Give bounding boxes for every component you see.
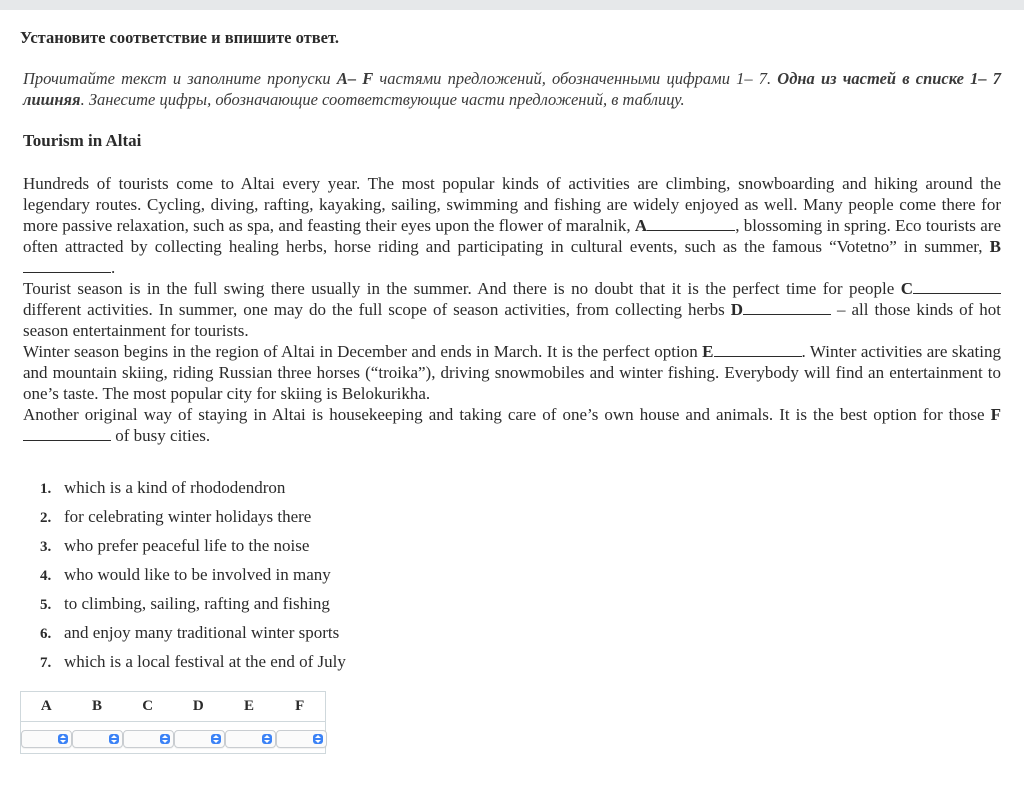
option-item: 2. for celebrating winter holidays there bbox=[40, 507, 312, 526]
top-bar bbox=[0, 0, 1024, 10]
paragraph-4: Another original way of staying in Altai is housekeeping and taking care of one’s own house and animals. It is the best option for those F of busy cities. bbox=[23, 405, 1001, 445]
answer-select-a[interactable] bbox=[21, 730, 72, 748]
select-stepper-icon bbox=[211, 734, 221, 744]
gap-label-d: D bbox=[730, 300, 744, 319]
gap-blank-d bbox=[743, 300, 831, 315]
select-stepper-icon bbox=[313, 734, 323, 744]
gap-label-c: C bbox=[900, 279, 913, 298]
column-header-f: F bbox=[295, 698, 305, 714]
column-header-b: B bbox=[92, 698, 103, 714]
answer-select-f[interactable] bbox=[276, 730, 327, 748]
gap-blank-c bbox=[913, 279, 1001, 294]
text-title: Tourism in Altai bbox=[23, 131, 142, 150]
instruction-heading: Установите соответствие и впишите ответ. bbox=[20, 28, 339, 47]
gap-blank-a bbox=[647, 216, 735, 231]
select-stepper-icon bbox=[262, 734, 272, 744]
column-header-e: E bbox=[244, 698, 255, 714]
answer-select-c[interactable] bbox=[123, 730, 174, 748]
gap-label-f: F bbox=[990, 405, 1001, 424]
option-item: 3. who prefer peaceful life to the noise bbox=[40, 536, 310, 555]
gap-label-b: B bbox=[989, 237, 1001, 256]
answer-select-d[interactable] bbox=[174, 730, 225, 748]
answer-select-b[interactable] bbox=[72, 730, 123, 748]
option-item: 7. which is a local festival at the end of July bbox=[40, 652, 346, 671]
gap-label-e: E bbox=[702, 342, 714, 361]
answer-table-row bbox=[21, 722, 325, 755]
paragraph-1: Hundreds of tourists come to Altai every year. The most popular kinds of activities are climbing, snowboarding and hiking around the legendary routes. Cycling, diving, rafting, kayaking, sailing, swimming and fishing are widely enjoyed as well. Many people come there for more passive relaxation, such as spa, and feasting their eyes upon the flower of maralnik, A , blossoming in spring. Eco tourists are often attracted by collecting healing herbs, horse riding and participating in cultural events, such as the famous “Votetno” in summer, B. bbox=[23, 174, 1001, 277]
column-header-c: C bbox=[142, 698, 154, 714]
option-item: 4. who would like to be involved in many bbox=[40, 565, 331, 584]
gap-blank-e bbox=[714, 342, 802, 357]
option-item: 1. which is a kind of rhododendron bbox=[40, 478, 286, 497]
gap-blank-b bbox=[23, 258, 111, 273]
paragraph-3: Winter season begins in the region of Altai in December and ends in March. It is the perfect option E . Winter activities are skating and mountain skiing, riding Russian three horses (“troika”), driving snowmobiles and winter fishing. Everybody will find an entertainment to one’s taste. The most popular city for skiing is Belokurikha. bbox=[23, 342, 1002, 403]
gap-label-a: A bbox=[634, 216, 648, 235]
answer-table bbox=[20, 691, 326, 754]
select-stepper-icon bbox=[58, 734, 68, 744]
select-stepper-icon bbox=[160, 734, 170, 744]
task-description: Прочитайте текст и заполните пропуски A– F частями предложений, обозначенными цифрами 1– 7. Одна из частей в списке 1– 7 лишняя. Занесите цифры, обозначающие соответствующие части предложений, в таблицу. bbox=[23, 69, 1002, 109]
column-header-a: A bbox=[40, 698, 52, 714]
options-list bbox=[40, 477, 346, 680]
gap-blank-f bbox=[23, 426, 111, 441]
option-item: 5. to climbing, sailing, rafting and fishing bbox=[40, 594, 330, 613]
reading-passage bbox=[23, 173, 1001, 446]
column-header-d: D bbox=[192, 698, 204, 714]
answer-table-header bbox=[21, 692, 325, 722]
select-stepper-icon bbox=[109, 734, 119, 744]
paragraph-2: Tourist season is in the full swing there usually in the summer. And there is no doubt that it is the perfect time for people C different activities. In summer, one may do the full scope of season activities, from collecting herbs D – all those kinds of hot season entertainment for tourists. bbox=[23, 279, 1001, 340]
option-item: 6. and enjoy many traditional winter sports bbox=[40, 623, 340, 642]
answer-select-e[interactable] bbox=[225, 730, 276, 748]
